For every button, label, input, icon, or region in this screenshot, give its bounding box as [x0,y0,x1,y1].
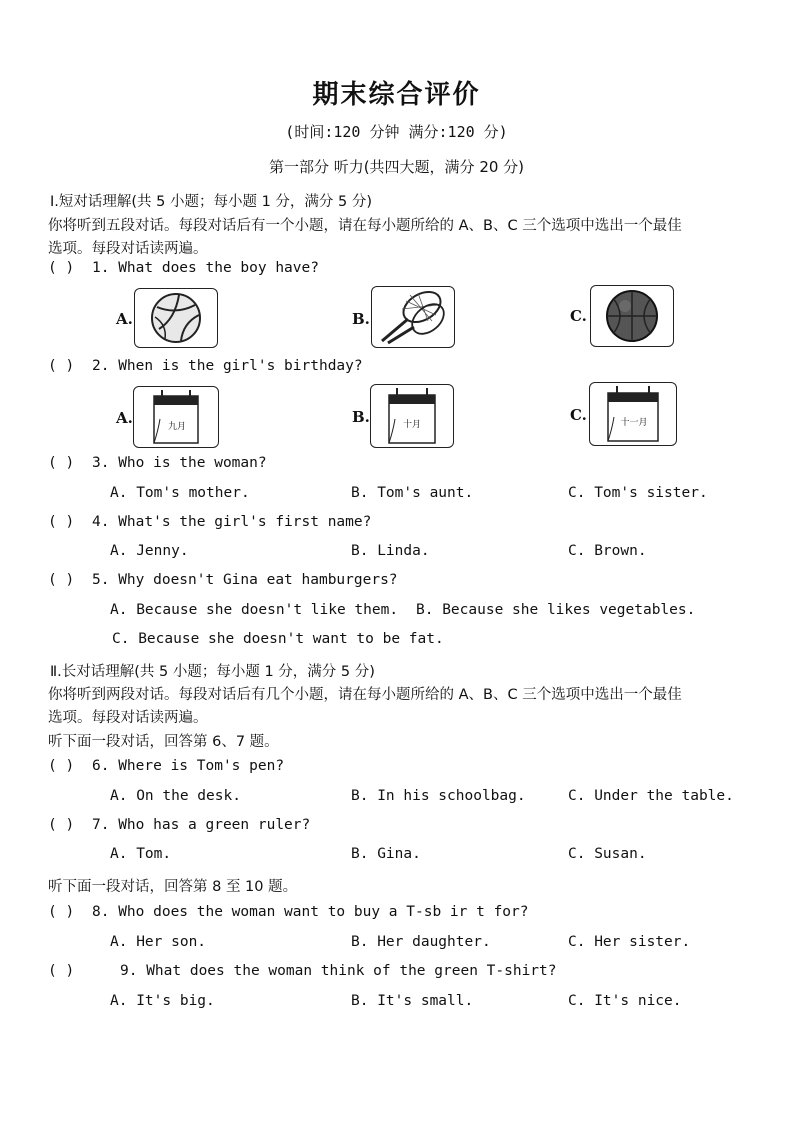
option-c[interactable]: C. Under the table. [568,788,734,804]
question-text: 3. Who is the woman? [92,455,267,471]
option-a-image[interactable] [134,288,218,348]
option-b[interactable]: B. Tom's aunt. [351,485,474,501]
option-c[interactable]: C. Her sister. [568,934,691,950]
answer-bracket[interactable]: ( ) [48,817,75,833]
question-text: 2. When is the girl's birthday? [92,358,363,374]
dialogue-group-1-note: 听下面一段对话，回答第 6、7 题。 [48,734,279,750]
question-2 [48,358,363,374]
tennis-rackets-icon [372,287,454,347]
option-a[interactable]: A. Tom. [110,846,172,862]
answer-bracket[interactable]: ( ) [48,572,75,588]
question-3 [48,455,267,471]
option-b[interactable]: B. Linda. [351,543,430,559]
question-text: 5. Why doesn't Gina eat hamburgers? [92,572,398,588]
option-a-label: A. [116,310,133,328]
section2-instructions-line1: 你将听到两段对话。每段对话后有几个小题，请在每小题所给的 A、B、C 三个选项中选出一个最佳 [48,687,682,703]
option-a-label: A. [116,409,133,427]
option-c-image[interactable] [590,285,674,347]
option-c-label: C. [570,406,587,424]
question-4 [48,514,371,530]
question-7 [48,817,310,833]
option-a[interactable]: A. Jenny. [110,543,189,559]
question-text: 4. What's the girl's first name? [92,514,372,530]
question-1 [48,260,319,276]
option-b[interactable]: B. Gina. [351,846,421,862]
option-b-image[interactable] [371,286,455,348]
option-b[interactable]: B. In his schoolbag. [351,788,526,804]
answer-bracket[interactable]: ( ) [48,904,75,920]
option-b[interactable]: B. Because she likes vegetables. [416,602,696,618]
option-c[interactable]: C. Susan. [568,846,647,862]
question-8 [48,904,529,920]
question-text: 9. What does the woman think of the green T-shirt? [120,963,557,979]
option-c-image[interactable] [589,382,677,446]
option-a[interactable]: A. Her son. [110,934,207,950]
exam-time-info: (时间:120 分钟 满分:120 分) [285,123,508,141]
volleyball-icon [135,289,217,347]
section1-instructions-line2: 选项。每段对话读两遍。 [48,241,208,257]
section1-heading: Ⅰ.短对话理解(共 5 小题；每小题 1 分，满分 5 分) [50,194,373,210]
section2-instructions-line2: 选项。每段对话读两遍。 [48,710,208,726]
option-c-label: C. [570,307,587,325]
calendar-icon [590,383,676,445]
option-c[interactable]: C. Because she doesn't want to be fat. [112,631,444,647]
answer-bracket[interactable]: ( ) [48,455,75,471]
option-b[interactable]: B. It's small. [351,993,474,1009]
question-text: 6. Where is Tom's pen? [92,758,285,774]
part-heading: 第一部分 听力(共四大题，满分 20 分) [268,158,525,176]
option-a[interactable]: A. On the desk. [110,788,241,804]
calendar-icon [134,387,218,447]
page-title: 期末综合评价 [312,80,481,110]
answer-bracket[interactable]: ( ) [48,963,75,979]
option-a[interactable]: A. It's big. [110,993,215,1009]
option-a[interactable]: A. Because she doesn't like them. [110,602,399,618]
calendar-month-label: 十一月 [620,418,648,428]
answer-bracket[interactable]: ( ) [48,358,75,374]
option-a[interactable]: A. Tom's mother. [110,485,250,501]
answer-bracket[interactable]: ( ) [48,260,75,276]
option-c[interactable]: C. Tom's sister. [568,485,708,501]
section1-instructions-line1: 你将听到五段对话。每段对话后有一个小题，请在每小题所给的 A、B、C 三个选项中选出一个最佳 [48,218,682,234]
option-b-label: B. [352,408,370,426]
basketball-icon [591,286,673,346]
dialogue-group-2-note: 听下面一段对话，回答第 8 至 10 题。 [48,879,298,895]
option-c[interactable]: C. Brown. [568,543,647,559]
question-5 [48,572,398,588]
option-b-label: B. [352,310,370,328]
calendar-icon [371,385,453,447]
question-9 [48,963,557,979]
answer-bracket[interactable]: ( ) [48,514,75,530]
option-b[interactable]: B. Her daughter. [351,934,491,950]
section2-heading: Ⅱ.长对话理解(共 5 小题；每小题 1 分，满分 5 分) [50,664,375,680]
option-b-image[interactable] [370,384,454,448]
question-6 [48,758,284,774]
question-text: 8. Who does the woman want to buy a T-sb ir t for? [92,904,529,920]
question-text: 7. Who has a green ruler? [92,817,311,833]
option-a-image[interactable] [133,386,219,448]
question-text: 1. What does the boy have? [92,260,319,276]
calendar-month-label: 十月 [402,420,421,430]
answer-bracket[interactable]: ( ) [48,758,75,774]
calendar-month-label: 九月 [167,422,186,432]
option-c[interactable]: C. It's nice. [568,993,682,1009]
